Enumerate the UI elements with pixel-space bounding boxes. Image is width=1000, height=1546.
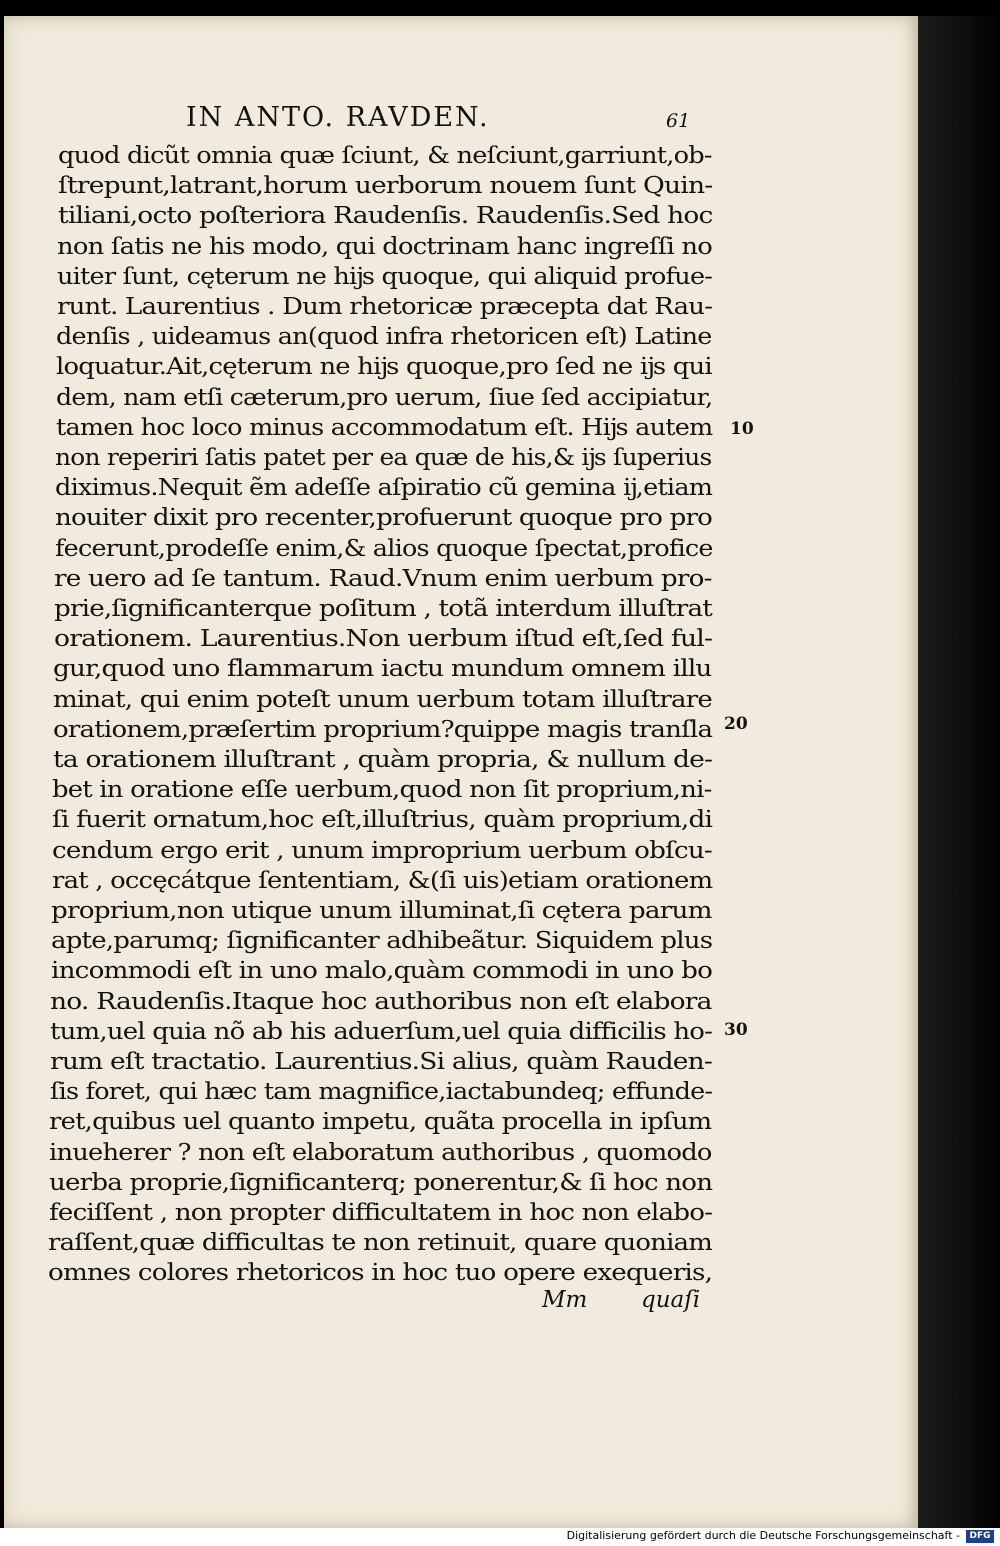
text-line: prie,ſignificanterque poſitum , totã interdum illuſtrat bbox=[53, 596, 712, 622]
text-line: cendum ergo erit , unum improprium uerbum obſcu- bbox=[51, 837, 712, 864]
text-line: dem, nam etſi cæterum,pro uerum, ſiue ſed accipiatur, bbox=[55, 384, 713, 411]
text-line: orationem,præſertim proprium?quippe magis tranſla bbox=[52, 716, 713, 743]
scan-edge bbox=[918, 16, 1000, 1528]
text-line: nouiter dixit pro recenter,profuerunt quoque pro pro bbox=[54, 505, 712, 532]
line-number-10: 10 bbox=[730, 419, 754, 439]
text-line: loquatur.Ait,cęterum ne hĳs quoque,pro ſed ne ĳs qui bbox=[56, 354, 712, 381]
text-line: re uero ad ſe tantum. Raud.Vnum enim uerbum pro- bbox=[54, 565, 712, 592]
text-line: orationem. Laurentius.Non uerbum iſtud eſt,ſed ful- bbox=[53, 626, 712, 653]
text-line: proprium,non utique unum illuminat,ſi cętera parum bbox=[51, 898, 712, 924]
text-line: inueherer ? non eſt elaboratum authoribus , quomodo bbox=[49, 1139, 712, 1166]
text-line: incommodi eſt in uno malo,quàm commodi in uno bo bbox=[50, 958, 712, 985]
text-line: ſi fuerit ornatum,hoc eſt,illuſtrius, quàm proprium,di bbox=[52, 807, 713, 834]
text-line: ſis foret, qui hæc tam magnifice,iactabundeq; effunde- bbox=[49, 1079, 712, 1106]
text-line: minat, qui enim poteſt unum uerbum totam illuſtrare bbox=[53, 686, 713, 713]
text-line: tiliani,octo poſteriora Raudenſis. Raudenſis.Sed hoc bbox=[57, 203, 713, 230]
text-line: ta orationem illuſtrant , quàm propria, & nullum de- bbox=[52, 747, 712, 773]
text-line: no. Raudenſis.Itaque hoc authoribus non eſt elabora bbox=[50, 988, 713, 1015]
text-line: raſſent,quæ difficultas te non retinuit, quare quoniam bbox=[48, 1230, 713, 1257]
text-line: gur,quod uno flammarum iactu mundum omnem illu bbox=[53, 656, 712, 683]
text-line: feciſſent , non propter difficultatem in hoc non elabo- bbox=[48, 1200, 712, 1226]
folio-number: 61 bbox=[666, 110, 691, 132]
signature-mark: Mm bbox=[542, 1287, 588, 1313]
line-number-30: 30 bbox=[724, 1020, 748, 1040]
text-line: diximus.Nequit ẽm adeſſe aſpiratio cũ gemina ĳ,etiam bbox=[55, 475, 713, 502]
text-line: runt. Laurentius . Dum rhetoricæ præcepta dat Rau- bbox=[56, 294, 712, 320]
line-number-20: 20 bbox=[724, 714, 748, 734]
text-line: tum,uel quia nõ ab his aduerſum,uel quia difficilis ho- bbox=[50, 1018, 713, 1045]
text-line: rat , occęcátque ſententiam, &(ſi uis)etiam orationem bbox=[51, 867, 712, 894]
text-line: ſtrepunt,latrant,horum uerborum nouem ſunt Quin- bbox=[57, 173, 713, 200]
text-line: apte,parumq; ſignificanter adhibeãtur. Siquidem plus bbox=[51, 928, 713, 955]
text-line: uiter ſunt, cęterum ne hĳs quoque, qui aliquid profue- bbox=[56, 263, 712, 290]
text-line: omnes colores rhetoricos in hoc tuo opere exequeris, bbox=[48, 1260, 713, 1287]
text-line: ret,quibus uel quanto impetu, quãta procella in ipſum bbox=[49, 1109, 712, 1136]
catchword: quaſi bbox=[641, 1287, 701, 1313]
text-line: bet in oratione eſſe uerbum,quod non ſit proprium,ni- bbox=[52, 777, 712, 804]
text-line: fecerunt,prodeſſe enim,& alios quoque ſpectat,profice bbox=[54, 535, 713, 562]
text-line: uerba proprie,ſignificanterq; ponerentur,& ſi hoc non bbox=[48, 1169, 713, 1196]
footer-bar bbox=[0, 1528, 1000, 1546]
text-line: rum eſt tractatio. Laurentius.Si alius, quàm Rauden- bbox=[49, 1049, 712, 1075]
text-line: denſis , uideamus an(quod infra rhetoricen eſt) Latine bbox=[56, 324, 712, 351]
text-line: non ſatis ne his modo, qui doctrinam hanc ingreſſi no bbox=[57, 233, 713, 260]
text-line: tamen hoc loco minus accommodatum eſt. Hĳs autem bbox=[55, 414, 713, 441]
running-title: IN ANTO. RAVDEN. bbox=[186, 102, 490, 133]
text-line: non reperiri ſatis patet per ea quæ de his,& ĳs ſuperius bbox=[55, 445, 712, 471]
footer-credit: Digitalisierung gefördert durch die Deutsche Forschungsgemeinschaft - bbox=[566, 1529, 960, 1542]
dfg-logo: DFG bbox=[966, 1530, 994, 1543]
text-line: quod dicũt omnia quæ ſciunt, & neſciunt,garriunt,ob- bbox=[58, 143, 712, 169]
